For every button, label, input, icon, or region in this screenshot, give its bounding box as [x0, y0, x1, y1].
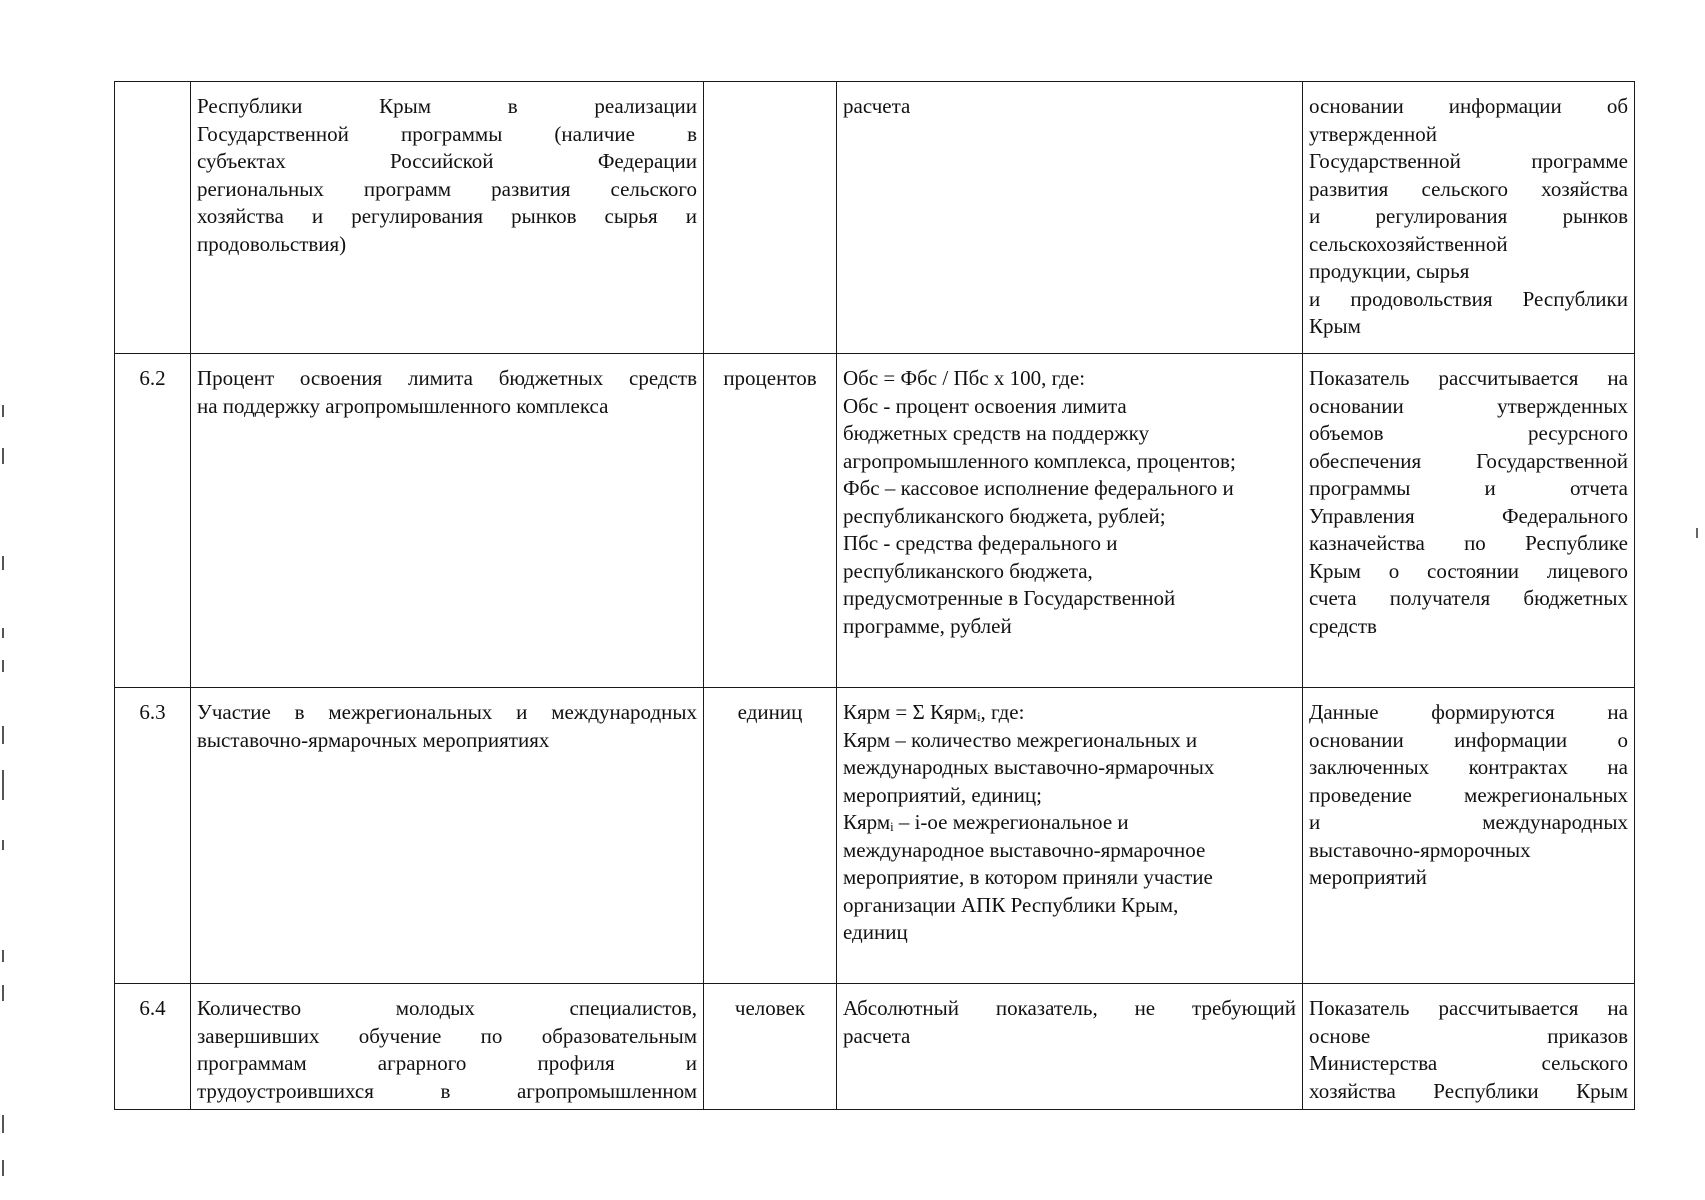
unit-cell: единиц: [704, 688, 837, 984]
text-line: Республики Крым в реализации: [197, 94, 697, 118]
text-line: Показатель рассчитывается на: [1309, 366, 1628, 390]
text-line: расчета: [843, 1023, 911, 1048]
text-line: основании утвержденных: [1309, 393, 1628, 418]
formula-cell: [837, 688, 1303, 984]
text-line: международных выставочно-ярмарочных: [843, 755, 1215, 779]
text-line: Участие в межрегиональных и международных: [197, 700, 697, 724]
text-line: и продовольствия Республики: [1309, 286, 1628, 311]
text-line: мероприятие, в котором приняли участие: [843, 865, 1213, 889]
text-line: и международных: [1309, 810, 1628, 834]
text-line: продукции, сырья: [1309, 259, 1470, 283]
text-line: Фбс – кассовое исполнение федерального и: [843, 476, 1234, 500]
table-row: [115, 984, 1635, 1110]
text-line: субъектах Российской Федерации: [197, 149, 697, 173]
text-line: Обс = Фбс / Пбс х 100, где:: [843, 366, 1086, 390]
indicator-name-cell: [191, 984, 704, 1110]
text-line: мероприятий, единиц;: [843, 782, 1042, 807]
text-line: развития сельского хозяйства: [1309, 176, 1628, 201]
scan-margin-marks: [0, 0, 8, 1200]
text-line: международное выставочно-ярмарочное: [843, 837, 1206, 862]
text-line: и регулирования рынков: [1309, 204, 1628, 228]
indicators-table: [114, 81, 1635, 1110]
text-line: Пбс - средства федерального и: [843, 531, 1118, 555]
text-line: программе, рублей: [843, 613, 1012, 638]
text-line: Крым: [1309, 314, 1361, 338]
indicator-name-cell: [191, 354, 704, 688]
text-line: завершивших обучение по образовательным: [197, 1023, 697, 1048]
indicator-name-cell: [191, 82, 704, 354]
text-line: выставочно-ярморочных: [1309, 837, 1531, 862]
unit-cell: человек: [704, 984, 837, 1110]
unit-cell: [704, 82, 837, 354]
source-cell: [1303, 354, 1635, 688]
text-line: региональных программ развития сельского: [197, 176, 697, 201]
text-line: Показатель рассчитывается на: [1309, 996, 1628, 1020]
text-line: мероприятий: [1309, 865, 1427, 889]
table-row: [115, 354, 1635, 688]
source-cell: [1303, 82, 1635, 354]
formula-cell: [837, 354, 1303, 688]
text-line: Крым о состоянии лицевого: [1309, 558, 1628, 583]
text-line: Процент освоения лимита бюджетных средств: [197, 366, 697, 390]
table-row: [115, 688, 1635, 984]
formula-cell: [837, 82, 1303, 354]
text-line: основании информации о: [1309, 727, 1628, 752]
text-line: хозяйства Республики Крым: [1309, 1078, 1628, 1103]
row-number-cell: 6.2: [115, 354, 191, 688]
text-line: казначейства по Республике: [1309, 531, 1628, 555]
text-line: программы и отчета: [1309, 476, 1628, 500]
text-line: Государственной программы (наличие в: [197, 121, 697, 146]
text-line: основе приказов: [1309, 1023, 1628, 1048]
text-line: заключенных контрактах на: [1309, 755, 1628, 779]
text-line: трудоустроившихся в агропромышленном: [197, 1078, 697, 1103]
text-line: утвержденной: [1309, 121, 1438, 146]
text-line: программам аграрного профиля и: [197, 1051, 697, 1075]
text-line: продовольствия): [197, 231, 347, 256]
text-line: средств: [1309, 613, 1377, 638]
text-line: Количество молодых специалистов,: [197, 996, 697, 1020]
text-line: на поддержку агропромышленного комплекса: [197, 393, 609, 418]
unit-cell: процентов: [704, 354, 837, 688]
formula-cell: [837, 984, 1303, 1110]
text-line: Абсолютный показатель, не требующий: [843, 996, 1296, 1020]
text-line: Управления Федерального: [1309, 503, 1628, 528]
text-line: Данные формируются на: [1309, 700, 1628, 724]
text-line: республиканского бюджета, рублей;: [843, 503, 1166, 528]
text-line: выставочно-ярмарочных мероприятиях: [197, 727, 550, 752]
row-number-cell: 6.3: [115, 688, 191, 984]
text-line: организации АПК Республики Крым,: [843, 892, 1179, 917]
text-line: предусмотренные в Государственной: [843, 586, 1176, 610]
text-line: хозяйства и регулирования рынков сырья и: [197, 204, 697, 228]
text-line: Кярмᵢ – i-ое межрегиональное и: [843, 810, 1129, 834]
text-line: агропромышленного комплекса, процентов;: [843, 448, 1236, 473]
text-line: республиканского бюджета,: [843, 558, 1093, 583]
text-line: проведение межрегиональных: [1309, 782, 1628, 807]
text-line: Кярм – количество межрегиональных и: [843, 727, 1198, 752]
row-number-cell: [115, 82, 191, 354]
text-line: сельскохозяйственной: [1309, 231, 1508, 256]
text-line: Министерства сельского: [1309, 1051, 1628, 1075]
table-row: [115, 82, 1635, 354]
source-cell: [1303, 984, 1635, 1110]
text-line: бюджетных средств на поддержку: [843, 421, 1150, 445]
text-line: Обс - процент освоения лимита: [843, 393, 1127, 418]
text-line: объемов ресурсного: [1309, 421, 1628, 445]
text-line: Государственной программе: [1309, 149, 1628, 173]
source-cell: [1303, 688, 1635, 984]
text-line: расчета: [843, 94, 911, 118]
text-line: счета получателя бюджетных: [1309, 586, 1628, 610]
row-number-cell: 6.4: [115, 984, 191, 1110]
text-line: единиц: [843, 920, 908, 944]
text-line: обеспечения Государственной: [1309, 448, 1628, 473]
indicator-name-cell: [191, 688, 704, 984]
text-line: основании информации об: [1309, 94, 1628, 118]
text-line: Кярм = Σ Кярмᵢ, где:: [843, 700, 1025, 724]
